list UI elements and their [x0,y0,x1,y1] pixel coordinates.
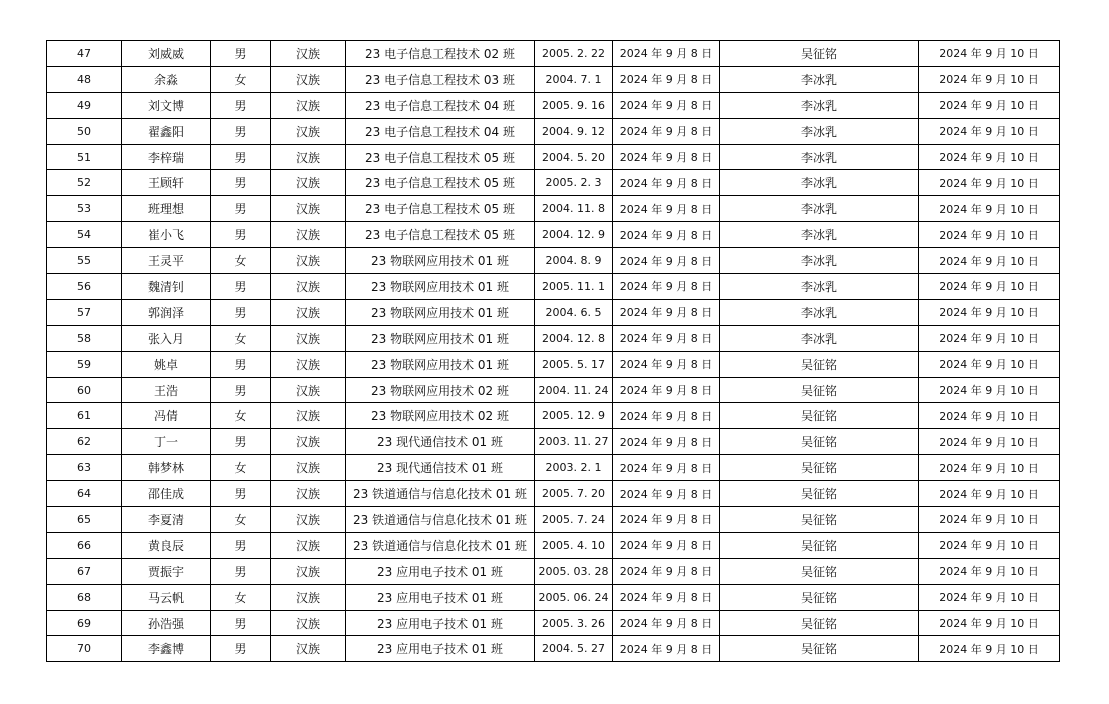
gender-cell: 男 [211,532,271,558]
row-number-cell: 58 [47,325,122,351]
teacher-name-cell: 李冰乳 [720,66,919,92]
student-name-cell: 刘威威 [122,41,211,67]
table-row [47,170,1060,196]
record-date-cell: 2024 年 9 月 10 日 [919,351,1060,377]
enrollment-date-cell: 2024 年 9 月 8 日 [613,222,720,248]
student-name-cell: 黄良辰 [122,532,211,558]
gender-cell: 男 [211,351,271,377]
class-name-cell: 23 电子信息工程技术 04 班 [346,118,535,144]
birth-date-cell: 2005. 11. 1 [535,274,613,300]
student-name-cell: 王顾轩 [122,170,211,196]
teacher-name-cell: 李冰乳 [720,170,919,196]
gender-cell: 男 [211,118,271,144]
birth-date-cell: 2004. 5. 20 [535,144,613,170]
table-row [47,144,1060,170]
class-name-cell: 23 现代通信技术 01 班 [346,429,535,455]
table-row [47,274,1060,300]
class-name-cell: 23 物联网应用技术 01 班 [346,274,535,300]
birth-date-cell: 2004. 5. 27 [535,636,613,662]
enrollment-date-cell: 2024 年 9 月 8 日 [613,403,720,429]
table-row [47,118,1060,144]
enrollment-date-cell: 2024 年 9 月 8 日 [613,248,720,274]
record-date-cell: 2024 年 9 月 10 日 [919,170,1060,196]
teacher-name-cell: 吴征铭 [720,41,919,67]
ethnicity-cell: 汉族 [271,41,346,67]
student-name-cell: 马云帆 [122,584,211,610]
ethnicity-cell: 汉族 [271,532,346,558]
record-date-cell: 2024 年 9 月 10 日 [919,248,1060,274]
row-number-cell: 53 [47,196,122,222]
student-name-cell: 韩梦林 [122,455,211,481]
class-name-cell: 23 现代通信技术 01 班 [346,455,535,481]
row-number-cell: 69 [47,610,122,636]
student-name-cell: 丁一 [122,429,211,455]
row-number-cell: 61 [47,403,122,429]
enrollment-date-cell: 2024 年 9 月 8 日 [613,325,720,351]
row-number-cell: 62 [47,429,122,455]
teacher-name-cell: 吴征铭 [720,403,919,429]
student-name-cell: 孙浩强 [122,610,211,636]
class-name-cell: 23 电子信息工程技术 05 班 [346,196,535,222]
class-name-cell: 23 铁道通信与信息化技术 01 班 [346,481,535,507]
gender-cell: 男 [211,274,271,300]
enrollment-date-cell: 2024 年 9 月 8 日 [613,481,720,507]
record-date-cell: 2024 年 9 月 10 日 [919,274,1060,300]
class-name-cell: 23 电子信息工程技术 05 班 [346,222,535,248]
enrollment-date-cell: 2024 年 9 月 8 日 [613,299,720,325]
enrollment-date-cell: 2024 年 9 月 8 日 [613,429,720,455]
class-name-cell: 23 物联网应用技术 01 班 [346,351,535,377]
gender-cell: 男 [211,558,271,584]
teacher-name-cell: 吴征铭 [720,429,919,455]
ethnicity-cell: 汉族 [271,248,346,274]
gender-cell: 女 [211,248,271,274]
ethnicity-cell: 汉族 [271,118,346,144]
row-number-cell: 68 [47,584,122,610]
enrollment-date-cell: 2024 年 9 月 8 日 [613,507,720,533]
student-name-cell: 班理想 [122,196,211,222]
row-number-cell: 64 [47,481,122,507]
birth-date-cell: 2005. 2. 22 [535,41,613,67]
teacher-name-cell: 吴征铭 [720,636,919,662]
row-number-cell: 67 [47,558,122,584]
record-date-cell: 2024 年 9 月 10 日 [919,299,1060,325]
table-row [47,66,1060,92]
gender-cell: 男 [211,377,271,403]
record-date-cell: 2024 年 9 月 10 日 [919,507,1060,533]
birth-date-cell: 2005. 9. 16 [535,92,613,118]
table-row [47,584,1060,610]
teacher-name-cell: 吴征铭 [720,377,919,403]
birth-date-cell: 2003. 2. 1 [535,455,613,481]
ethnicity-cell: 汉族 [271,299,346,325]
teacher-name-cell: 吴征铭 [720,532,919,558]
ethnicity-cell: 汉族 [271,558,346,584]
table-row [47,532,1060,558]
table-row [47,636,1060,662]
table-row [47,248,1060,274]
enrollment-date-cell: 2024 年 9 月 8 日 [613,455,720,481]
row-number-cell: 55 [47,248,122,274]
student-name-cell: 姚卓 [122,351,211,377]
row-number-cell: 50 [47,118,122,144]
class-name-cell: 23 应用电子技术 01 班 [346,610,535,636]
ethnicity-cell: 汉族 [271,351,346,377]
table-row [47,196,1060,222]
enrollment-date-cell: 2024 年 9 月 8 日 [613,41,720,67]
teacher-name-cell: 李冰乳 [720,118,919,144]
ethnicity-cell: 汉族 [271,196,346,222]
birth-date-cell: 2004. 11. 8 [535,196,613,222]
ethnicity-cell: 汉族 [271,92,346,118]
class-name-cell: 23 铁道通信与信息化技术 01 班 [346,532,535,558]
record-date-cell: 2024 年 9 月 10 日 [919,403,1060,429]
table-row [47,403,1060,429]
birth-date-cell: 2005. 12. 9 [535,403,613,429]
record-date-cell: 2024 年 9 月 10 日 [919,584,1060,610]
enrollment-date-cell: 2024 年 9 月 8 日 [613,584,720,610]
record-date-cell: 2024 年 9 月 10 日 [919,558,1060,584]
gender-cell: 男 [211,196,271,222]
birth-date-cell: 2004. 12. 8 [535,325,613,351]
gender-cell: 男 [211,610,271,636]
record-date-cell: 2024 年 9 月 10 日 [919,481,1060,507]
row-number-cell: 48 [47,66,122,92]
table-row [47,325,1060,351]
gender-cell: 男 [211,636,271,662]
record-date-cell: 2024 年 9 月 10 日 [919,636,1060,662]
class-name-cell: 23 铁道通信与信息化技术 01 班 [346,507,535,533]
gender-cell: 男 [211,41,271,67]
enrollment-date-cell: 2024 年 9 月 8 日 [613,118,720,144]
gender-cell: 男 [211,170,271,196]
row-number-cell: 57 [47,299,122,325]
gender-cell: 女 [211,507,271,533]
enrollment-date-cell: 2024 年 9 月 8 日 [613,196,720,222]
gender-cell: 男 [211,222,271,248]
teacher-name-cell: 吴征铭 [720,455,919,481]
record-date-cell: 2024 年 9 月 10 日 [919,325,1060,351]
enrollment-date-cell: 2024 年 9 月 8 日 [613,532,720,558]
ethnicity-cell: 汉族 [271,377,346,403]
class-name-cell: 23 应用电子技术 01 班 [346,584,535,610]
teacher-name-cell: 李冰乳 [720,274,919,300]
teacher-name-cell: 李冰乳 [720,325,919,351]
table-row [47,558,1060,584]
ethnicity-cell: 汉族 [271,403,346,429]
class-name-cell: 23 电子信息工程技术 04 班 [346,92,535,118]
ethnicity-cell: 汉族 [271,610,346,636]
birth-date-cell: 2004. 9. 12 [535,118,613,144]
record-date-cell: 2024 年 9 月 10 日 [919,92,1060,118]
enrollment-date-cell: 2024 年 9 月 8 日 [613,558,720,584]
class-name-cell: 23 电子信息工程技术 05 班 [346,170,535,196]
birth-date-cell: 2005. 03. 28 [535,558,613,584]
ethnicity-cell: 汉族 [271,170,346,196]
record-date-cell: 2024 年 9 月 10 日 [919,66,1060,92]
birth-date-cell: 2004. 12. 9 [535,222,613,248]
ethnicity-cell: 汉族 [271,584,346,610]
gender-cell: 女 [211,403,271,429]
student-name-cell: 李夏清 [122,507,211,533]
record-date-cell: 2024 年 9 月 10 日 [919,532,1060,558]
record-date-cell: 2024 年 9 月 10 日 [919,610,1060,636]
record-date-cell: 2024 年 9 月 10 日 [919,222,1060,248]
class-name-cell: 23 电子信息工程技术 02 班 [346,41,535,67]
birth-date-cell: 2005. 5. 17 [535,351,613,377]
enrollment-date-cell: 2024 年 9 月 8 日 [613,636,720,662]
row-number-cell: 70 [47,636,122,662]
row-number-cell: 63 [47,455,122,481]
enrollment-date-cell: 2024 年 9 月 8 日 [613,274,720,300]
table-row [47,222,1060,248]
gender-cell: 女 [211,455,271,481]
ethnicity-cell: 汉族 [271,455,346,481]
gender-cell: 男 [211,144,271,170]
student-name-cell: 张入月 [122,325,211,351]
teacher-name-cell: 吴征铭 [720,351,919,377]
student-name-cell: 邵佳成 [122,481,211,507]
row-number-cell: 60 [47,377,122,403]
ethnicity-cell: 汉族 [271,481,346,507]
teacher-name-cell: 吴征铭 [720,610,919,636]
ethnicity-cell: 汉族 [271,66,346,92]
gender-cell: 女 [211,66,271,92]
class-name-cell: 23 物联网应用技术 02 班 [346,377,535,403]
teacher-name-cell: 李冰乳 [720,222,919,248]
roster-body [47,41,1060,662]
birth-date-cell: 2004. 8. 9 [535,248,613,274]
record-date-cell: 2024 年 9 月 10 日 [919,144,1060,170]
table-row [47,351,1060,377]
record-date-cell: 2024 年 9 月 10 日 [919,429,1060,455]
student-name-cell: 贾振宇 [122,558,211,584]
table-row [47,92,1060,118]
row-number-cell: 47 [47,41,122,67]
enrollment-date-cell: 2024 年 9 月 8 日 [613,610,720,636]
class-name-cell: 23 物联网应用技术 02 班 [346,403,535,429]
teacher-name-cell: 李冰乳 [720,248,919,274]
enrollment-date-cell: 2024 年 9 月 8 日 [613,144,720,170]
student-name-cell: 刘文博 [122,92,211,118]
gender-cell: 男 [211,299,271,325]
birth-date-cell: 2005. 2. 3 [535,170,613,196]
table-row [47,377,1060,403]
gender-cell: 男 [211,429,271,455]
ethnicity-cell: 汉族 [271,325,346,351]
row-number-cell: 66 [47,532,122,558]
teacher-name-cell: 李冰乳 [720,299,919,325]
gender-cell: 女 [211,325,271,351]
row-number-cell: 54 [47,222,122,248]
roster-table [46,40,1060,662]
birth-date-cell: 2005. 7. 20 [535,481,613,507]
teacher-name-cell: 吴征铭 [720,507,919,533]
birth-date-cell: 2003. 11. 27 [535,429,613,455]
table-row [47,299,1060,325]
enrollment-date-cell: 2024 年 9 月 8 日 [613,92,720,118]
teacher-name-cell: 李冰乳 [720,144,919,170]
student-name-cell: 冯倩 [122,403,211,429]
birth-date-cell: 2005. 06. 24 [535,584,613,610]
row-number-cell: 56 [47,274,122,300]
table-row [47,41,1060,67]
student-name-cell: 翟鑫阳 [122,118,211,144]
class-name-cell: 23 电子信息工程技术 03 班 [346,66,535,92]
student-name-cell: 魏清钊 [122,274,211,300]
ethnicity-cell: 汉族 [271,274,346,300]
teacher-name-cell: 李冰乳 [720,196,919,222]
class-name-cell: 23 应用电子技术 01 班 [346,636,535,662]
record-date-cell: 2024 年 9 月 10 日 [919,455,1060,481]
ethnicity-cell: 汉族 [271,429,346,455]
ethnicity-cell: 汉族 [271,636,346,662]
class-name-cell: 23 物联网应用技术 01 班 [346,325,535,351]
class-name-cell: 23 物联网应用技术 01 班 [346,299,535,325]
ethnicity-cell: 汉族 [271,222,346,248]
table-row [47,610,1060,636]
birth-date-cell: 2005. 7. 24 [535,507,613,533]
birth-date-cell: 2004. 6. 5 [535,299,613,325]
birth-date-cell: 2004. 7. 1 [535,66,613,92]
record-date-cell: 2024 年 9 月 10 日 [919,377,1060,403]
table-row [47,481,1060,507]
table-row [47,507,1060,533]
record-date-cell: 2024 年 9 月 10 日 [919,118,1060,144]
enrollment-date-cell: 2024 年 9 月 8 日 [613,377,720,403]
enrollment-date-cell: 2024 年 9 月 8 日 [613,170,720,196]
row-number-cell: 65 [47,507,122,533]
student-name-cell: 李梓瑞 [122,144,211,170]
teacher-name-cell: 吴征铭 [720,558,919,584]
record-date-cell: 2024 年 9 月 10 日 [919,41,1060,67]
student-name-cell: 李鑫博 [122,636,211,662]
row-number-cell: 59 [47,351,122,377]
ethnicity-cell: 汉族 [271,507,346,533]
enrollment-date-cell: 2024 年 9 月 8 日 [613,351,720,377]
table-row [47,455,1060,481]
student-name-cell: 王灵平 [122,248,211,274]
class-name-cell: 23 电子信息工程技术 05 班 [346,144,535,170]
gender-cell: 女 [211,584,271,610]
enrollment-date-cell: 2024 年 9 月 8 日 [613,66,720,92]
student-name-cell: 郭润泽 [122,299,211,325]
class-name-cell: 23 物联网应用技术 01 班 [346,248,535,274]
row-number-cell: 49 [47,92,122,118]
ethnicity-cell: 汉族 [271,144,346,170]
birth-date-cell: 2005. 3. 26 [535,610,613,636]
record-date-cell: 2024 年 9 月 10 日 [919,196,1060,222]
gender-cell: 男 [211,92,271,118]
teacher-name-cell: 吴征铭 [720,584,919,610]
student-name-cell: 王浩 [122,377,211,403]
gender-cell: 男 [211,481,271,507]
teacher-name-cell: 李冰乳 [720,92,919,118]
class-name-cell: 23 应用电子技术 01 班 [346,558,535,584]
table-row [47,429,1060,455]
row-number-cell: 51 [47,144,122,170]
row-number-cell: 52 [47,170,122,196]
student-name-cell: 崔小飞 [122,222,211,248]
teacher-name-cell: 吴征铭 [720,481,919,507]
student-name-cell: 余淼 [122,66,211,92]
birth-date-cell: 2004. 11. 24 [535,377,613,403]
birth-date-cell: 2005. 4. 10 [535,532,613,558]
